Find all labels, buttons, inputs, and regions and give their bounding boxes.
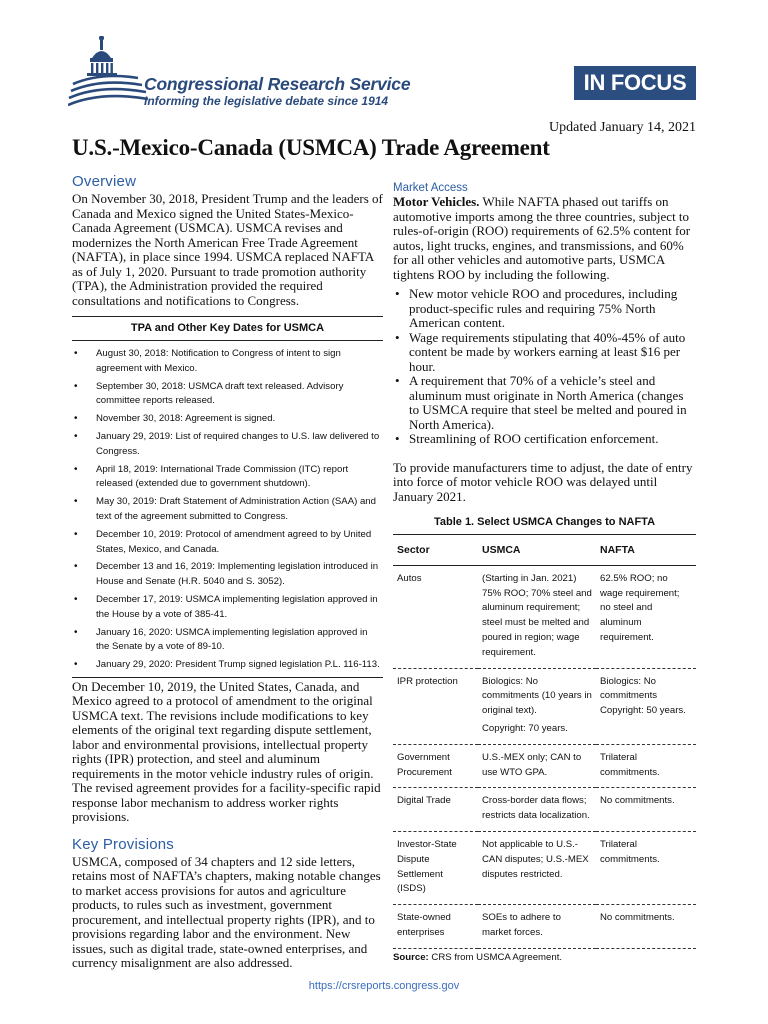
cell-sector: Government Procurement bbox=[393, 744, 478, 788]
roo-bullets bbox=[393, 287, 696, 447]
market-access-heading: Market Access bbox=[393, 182, 468, 194]
table-row bbox=[393, 905, 696, 949]
cell-usmca: SOEs to adhere to market forces. bbox=[478, 905, 596, 949]
list-item: • September 30, 2018: USMCA draft text released. Advisory committee reports released. bbox=[72, 380, 383, 410]
in-focus-badge: IN FOCUS bbox=[574, 66, 696, 100]
cell-usmca: (Starting in Jan. 2021) 75% ROO; 70% steel and aluminum requirement; steel must be melted and poured in region; wage requirement. bbox=[478, 565, 596, 668]
list-item: • December 13 and 16, 2019: Implementing legislation introduced in House and Senate (H.R. 5040 and S. 3052). bbox=[72, 560, 383, 590]
table-row bbox=[393, 744, 696, 788]
header-usmca: USMCA bbox=[478, 535, 596, 565]
list-item: • November 30, 2018: Agreement is signed. bbox=[72, 412, 383, 427]
list-item: • A requirement that 70% of a vehicle’s steel and aluminum must originate in North America (changes to USMCA require that steel be melted and poured in North America). bbox=[393, 374, 696, 432]
motor-vehicles-lead: Motor Vehicles. bbox=[393, 194, 480, 209]
amendment-paragraph: On December 10, 2019, the United States, Canada, and Mexico agreed to a protocol of amendment to the original USMCA text. The revisions include modifications to key elements of the original text regarding dispute settlement, labor and environmental provisions, intellectual property rights (IPR) protection, and steel and aluminum requirements in the motor vehicle industry rules of origin. The revised agreement provides for a facility-specific rapid response labor mechanism to address worker rights provisions. bbox=[72, 678, 381, 825]
table-row bbox=[393, 565, 696, 668]
header-nafta: NAFTA bbox=[596, 535, 696, 565]
cell-usmca bbox=[478, 668, 596, 744]
dates-box-title: TPA and Other Key Dates for USMCA bbox=[72, 317, 383, 341]
motor-vehicles-paragraph bbox=[393, 195, 696, 282]
page-title: U.S.-Mexico-Canada (USMCA) Trade Agreement bbox=[72, 135, 550, 160]
cell-nafta: Biologics: No commitments Copyright: 50 years. bbox=[596, 668, 696, 744]
overview-heading: Overview bbox=[72, 173, 137, 190]
list-item: • December 17, 2019: USMCA implementing legislation approved in the House by a vote of 385-41. bbox=[72, 593, 383, 623]
cell-nafta: Trilateral commitments. bbox=[596, 744, 696, 788]
cell-sector: State-owned enterprises bbox=[393, 905, 478, 949]
org-name: Congressional Research Service bbox=[144, 74, 411, 94]
list-item: • New motor vehicle ROO and procedures, including product-specific rules and requiring 75% North American content. bbox=[393, 287, 696, 331]
updated-date: Updated January 14, 2021 bbox=[549, 120, 696, 135]
cell-sector: IPR protection bbox=[393, 668, 478, 744]
dates-box-bottom-rule bbox=[72, 677, 383, 678]
overview-paragraph: On November 30, 2018, President Trump and the leaders of Canada and Mexico signed the United States-Mexico-Canada Agreement (USMCA). USMCA revises and modernizes the North American Free Trade Agreement (NAFTA), in place since 1994. USMCA replaced NAFTA as of July 1, 2020. Pursuant to trade promotion authority (TPA), the Administration provided the required consultations and notifications to Congress. bbox=[72, 191, 383, 308]
usmca-changes-table bbox=[393, 535, 696, 949]
list-item: • December 10, 2019: Protocol of amendment agreed to by United States, Mexico, and Canada. bbox=[72, 528, 383, 558]
cell-sector: Investor-State Dispute Settlement (ISDS) bbox=[393, 831, 478, 904]
right-column bbox=[393, 181, 696, 963]
table-row bbox=[393, 668, 696, 744]
cell-usmca: Cross-border data flows; restricts data localization. bbox=[478, 788, 596, 832]
list-item: • January 29, 2019: List of required changes to U.S. law delivered to Congress. bbox=[72, 430, 383, 460]
cell-nafta: Trilateral commitments. bbox=[596, 831, 696, 904]
source-label: Source: bbox=[393, 951, 429, 963]
org-tagline: Informing the legislative debate since 1914 bbox=[144, 94, 389, 108]
header-sector: Sector bbox=[393, 535, 478, 565]
cell-usmca-biologics: Biologics: No commitments (10 years in original text). bbox=[482, 675, 592, 717]
list-item: • Wage requirements stipulating that 40%-45% of auto content be made by workers earning at least $16 per hour. bbox=[393, 331, 696, 375]
capitol-dome-logo bbox=[68, 36, 148, 108]
cell-usmca: U.S.-MEX only; CAN to use WTO GPA. bbox=[478, 744, 596, 788]
source-text: CRS from USMCA Agreement. bbox=[428, 951, 563, 963]
list-item: • Streamlining of ROO certification enforcement. bbox=[393, 432, 696, 447]
cell-nafta: 62.5% ROO; no wage requirement; no steel and aluminum requirement. bbox=[596, 565, 696, 668]
list-item: • January 29, 2020: President Trump signed legislation P.L. 116-113. bbox=[72, 658, 383, 673]
cell-nafta: No commitments. bbox=[596, 788, 696, 832]
table-source bbox=[393, 952, 696, 963]
list-item: • April 18, 2019: International Trade Commission (ITC) report released (extended due to government shutdown). bbox=[72, 463, 383, 493]
motor-vehicles-text: While NAFTA phased out tariffs on automotive imports among the three countries, subject to rules-of-origin (ROO) requirements of 62.5% content for autos, light trucks, engines, and transmissions, and 60% for all other vehicles and automotive parts, USMCA tightens ROO by including the following. bbox=[393, 194, 691, 282]
list-item: • May 30, 2019: Draft Statement of Administration Action (SAA) and text of the agreement submitted to Congress. bbox=[72, 495, 383, 525]
list-item: • August 30, 2018: Notification to Congress of intent to sign agreement with Mexico. bbox=[72, 347, 383, 377]
table-row bbox=[393, 788, 696, 832]
dates-list bbox=[72, 347, 383, 673]
list-item: • January 16, 2020: USMCA implementing legislation approved in the Senate by a vote of 89-10. bbox=[72, 626, 383, 656]
key-provisions-heading: Key Provisions bbox=[72, 835, 175, 853]
cell-sector: Autos bbox=[393, 565, 478, 668]
cell-usmca-copyright: Copyright: 70 years. bbox=[482, 722, 568, 734]
table-caption: Table 1. Select USMCA Changes to NAFTA bbox=[393, 516, 696, 535]
entry-into-force-paragraph: To provide manufacturers time to adjust, the date of entry into force of motor vehicle ROO was delayed until January 2021. bbox=[393, 459, 693, 504]
key-provisions-paragraph: USMCA, composed of 34 chapters and 12 side letters, retains most of NAFTA’s chapters, making notable changes to market access provisions for autos and agriculture products, to rules such as investment, government procurement, and intellectual property rights (IPR), and to provisions regarding labor and the environment. New issues, such as digital trade, state-owned enterprises, and currency misalignment are also addressed. bbox=[72, 853, 381, 971]
table-row bbox=[393, 831, 696, 904]
footer-url-link[interactable]: https://crsreports.congress.gov bbox=[308, 980, 460, 992]
table-header-row bbox=[393, 535, 696, 565]
cell-usmca: Not applicable to U.S.-CAN disputes; U.S.-MEX disputes restricted. bbox=[478, 831, 596, 904]
dates-box bbox=[72, 316, 383, 678]
cell-nafta: No commitments. bbox=[596, 905, 696, 949]
cell-sector: Digital Trade bbox=[393, 788, 478, 832]
left-column bbox=[72, 172, 383, 971]
